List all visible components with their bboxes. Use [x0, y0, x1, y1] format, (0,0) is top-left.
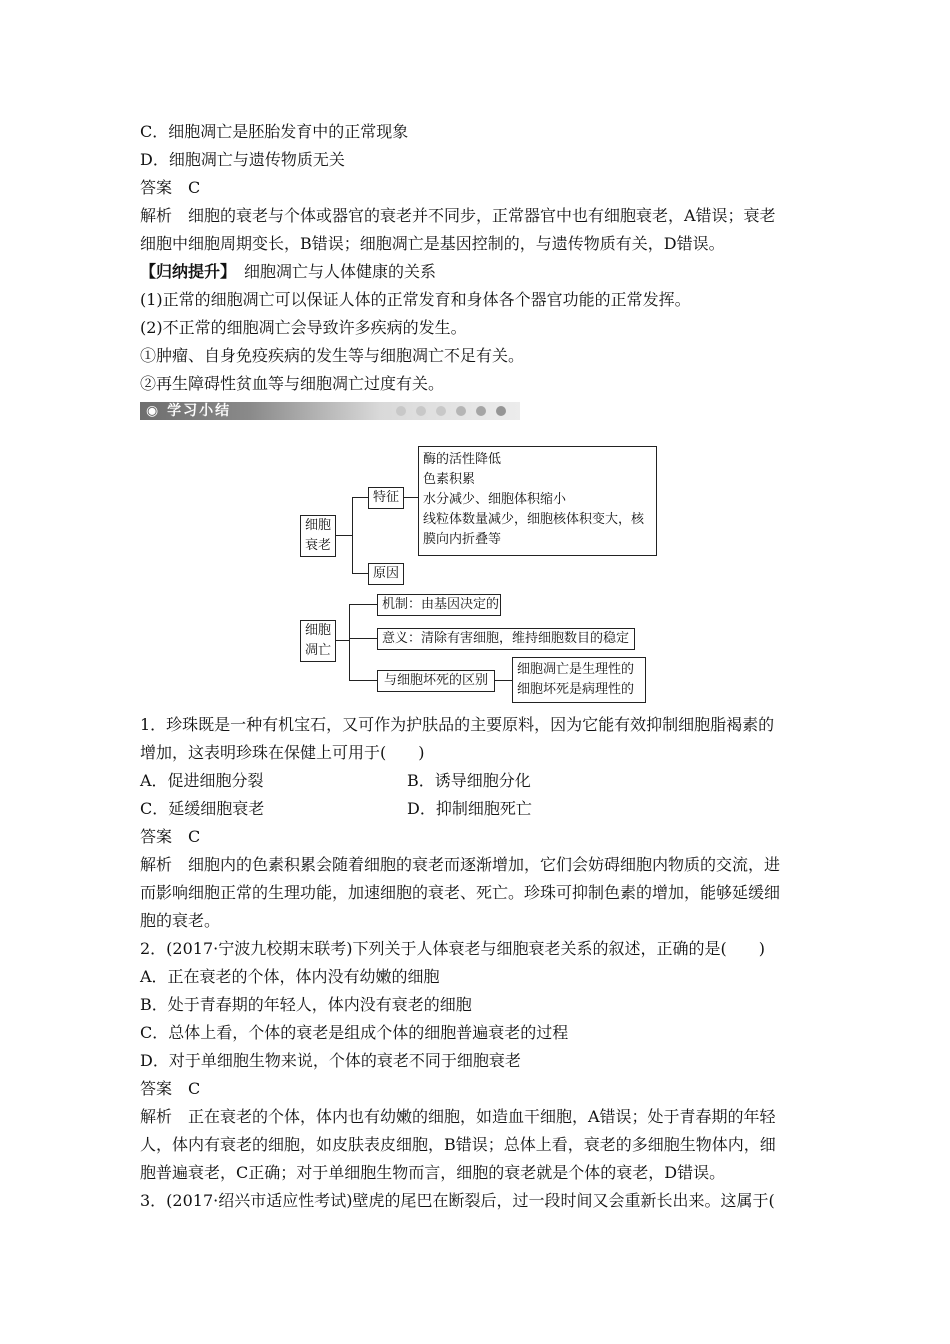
explanation-line: 解析 正在衰老的个体，体内也有幼嫩的细胞，如造血干细胞，A错误；处于青春期的年轻: [140, 1107, 776, 1126]
explanation-line: 人，体内有衰老的细胞，如皮肤表皮细胞，B错误；总体上看，衰老的多细胞生物体内，细: [140, 1135, 776, 1154]
option-c: C．细胞凋亡是胚胎发育中的正常现象: [140, 122, 409, 141]
question-stem: 增加，这表明珍珠在保健上可用于( ): [140, 743, 425, 762]
connector-line: [349, 604, 377, 605]
option-b: B．诱导细胞分化: [407, 771, 531, 790]
decor-dot-icon: [476, 406, 486, 416]
apoptosis-node: [300, 620, 336, 662]
option-a: A．促进细胞分裂: [140, 771, 264, 790]
feature-item: 水分减少、细胞体积缩小: [423, 492, 567, 507]
difference-detail-box: [512, 657, 646, 703]
answer: 答案 C: [140, 178, 201, 197]
option-c: C．延缓细胞衰老: [140, 799, 265, 818]
connector-line: [352, 497, 353, 573]
connector-line: [349, 638, 377, 639]
difference-node: 与细胞坏死的区别: [377, 670, 495, 692]
apoptosis-label: 细胞: [304, 623, 331, 638]
feature-item: 线粒体数量减少，细胞核体积变大，核: [423, 512, 645, 527]
aging-node: [300, 515, 336, 557]
explanation-line: 胞的衰老。: [140, 911, 221, 930]
answer: 答案 C: [140, 1079, 201, 1098]
difference-item: 细胞凋亡是生理性的: [517, 662, 635, 677]
connector-line: [349, 604, 350, 680]
explanation-line: 胞普遍衰老，C正确；对于单细胞生物而言，细胞的衰老就是个体的衰老，D错误。: [140, 1163, 726, 1182]
difference-item: 细胞坏死是病理性的: [517, 682, 635, 697]
connector-line: [352, 497, 368, 498]
aging-label: 衰老: [304, 538, 331, 553]
decor-dot-icon: [436, 406, 446, 416]
feature-item: 色素积累: [423, 472, 476, 487]
feature-node: 特征: [368, 487, 404, 509]
decor-dot-icon: [396, 406, 406, 416]
summary-point: (1)正常的细胞凋亡可以保证人体的正常发育和身体各个器官功能的正常发挥。: [140, 290, 691, 309]
feature-item: 酶的活性降低: [423, 452, 502, 467]
decor-dot-icon: [456, 406, 466, 416]
explanation-line: 解析 细胞内的色素积累会随着细胞的衰老而逐渐增加，它们会妨碍细胞内物质的交流，进: [140, 855, 781, 874]
decor-dot-icon: [496, 406, 506, 416]
summary-title: 细胞凋亡与人体健康的关系: [228, 262, 437, 281]
summary-tag: 【归纳提升】: [140, 262, 229, 281]
option-b: B．处于青春期的年轻人，体内没有衰老的细胞: [140, 995, 472, 1014]
option-d: D．细胞凋亡与遗传物质无关: [140, 150, 345, 169]
question-stem: 2．(2017·宁波九校期末联考)下列关于人体衰老与细胞衰老关系的叙述，正确的是( ): [140, 939, 765, 958]
cause-node: 原因: [368, 563, 404, 585]
connector-line: [494, 680, 512, 681]
option-d: D．对于单细胞生物来说，个体的衰老不同于细胞衰老: [140, 1051, 521, 1070]
feature-detail-box: [418, 446, 657, 556]
apoptosis-label: 凋亡: [304, 643, 331, 658]
connector-line: [335, 535, 352, 536]
connector-line: [352, 573, 368, 574]
option-a: A．正在衰老的个体，体内没有幼嫩的细胞: [140, 967, 440, 986]
explanation-line: 而影响细胞正常的生理功能，加速细胞的衰老、死亡。珍珠可抑制色素的增加，能够延缓细: [140, 883, 781, 902]
aging-label: 细胞: [304, 518, 331, 533]
option-d: D．抑制细胞死亡: [407, 799, 532, 818]
summary-point: (2)不正常的细胞凋亡会导致许多疾病的发生。: [140, 318, 467, 337]
summary-point: ②再生障碍性贫血等与细胞凋亡过度有关。: [140, 374, 445, 393]
banner-title: ◉ 学习小结: [146, 403, 232, 419]
significance-node: 意义：清除有害细胞，维持细胞数目的稳定: [377, 628, 635, 650]
mechanism-node: 机制：由基因决定的: [377, 594, 501, 616]
connector-line: [403, 497, 418, 498]
explanation-line: 细胞中细胞周期变长，B错误；细胞凋亡是基因控制的，与遗传物质有关，D错误。: [140, 234, 725, 253]
summary-point: ①肿瘤、自身免疫疾病的发生等与细胞凋亡不足有关。: [140, 346, 525, 365]
question-stem: 3．(2017·绍兴市适应性考试)壁虎的尾巴在断裂后，过一段时间又会重新长出来。这属于(: [140, 1191, 775, 1210]
explanation-line: 解析 细胞的衰老与个体或器官的衰老并不同步，正常器官中也有细胞衰老，A错误；衰老: [140, 206, 776, 225]
answer: 答案 C: [140, 827, 201, 846]
section-banner: [140, 402, 520, 420]
connector-line: [335, 640, 349, 641]
summary-heading: [140, 262, 436, 282]
connector-line: [349, 680, 377, 681]
question-stem: 1．珍珠既是一种有机宝石，又可作为护肤品的主要原料，因为它能有效抑制细胞脂褐素的: [140, 715, 775, 734]
decor-dot-icon: [416, 406, 426, 416]
feature-item: 膜向内折叠等: [423, 532, 502, 547]
option-c: C．总体上看，个体的衰老是组成个体的细胞普遍衰老的过程: [140, 1023, 569, 1042]
